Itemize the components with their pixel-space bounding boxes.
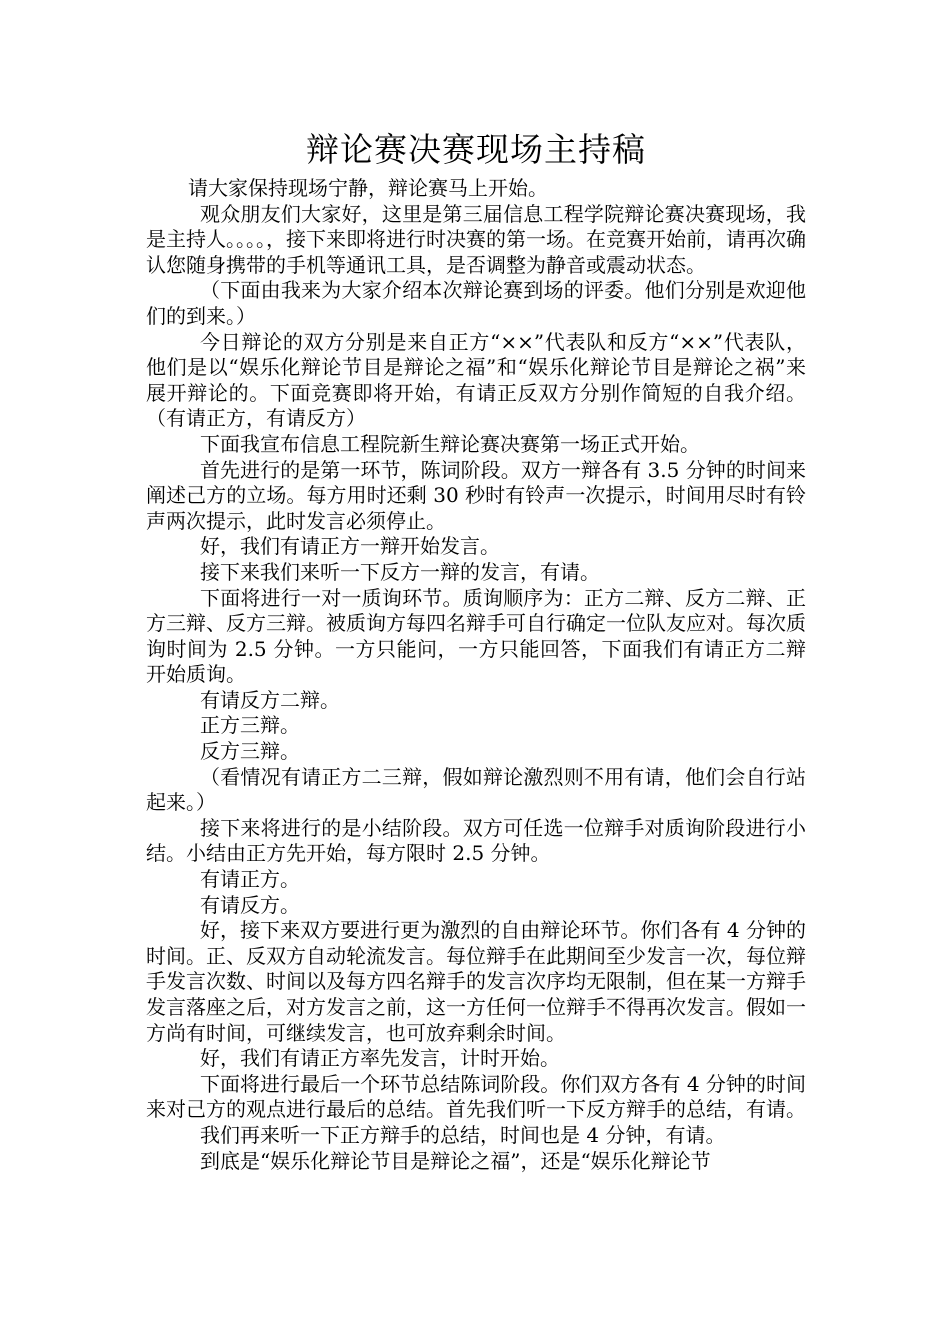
paragraph: 接下来将进行的是小结阶段。双方可任选一位辩手对质询阶段进行小结。小结由正方先开始，每方限时 2.5 分钟。	[146, 815, 806, 866]
paragraph: 首先进行的是第一环节，陈词阶段。双方一辩各有 3.5 分钟的时间来阐述己方的立场。每方用时还剩 30 秒时有铃声一次提示，时间用尽时有铃声两次提示，此时发言必须停止。	[146, 457, 806, 533]
paragraph: 观众朋友们大家好，这里是第三届信息工程学院辩论赛决赛现场，我是主持人。。。。，接下来即将进行时决赛的第一场。在竞赛开始前，请再次确认您随身携带的手机等通讯工具，是否调整为静音或震动状态。	[146, 201, 806, 277]
paragraph: 请大家保持现场宁静，辩论赛马上开始。	[188, 176, 548, 200]
paragraph: 到底是“娱乐化辩论节目是辩论之福”，还是“娱乐化辩论节	[200, 1148, 711, 1173]
document-page	[146, 128, 806, 1174]
paragraph: 接下来我们来听一下反方一辩的发言，有请。	[200, 559, 600, 584]
paragraph: 好，我们有请正方率先发言，计时开始。	[200, 1046, 560, 1071]
paragraph: 下面我宣布信息工程院新生辩论赛决赛第一场正式开始。	[200, 431, 700, 456]
paragraph: 有请反方二辩。	[200, 687, 340, 712]
document-title: 辩论赛决赛现场主持稿	[306, 130, 646, 169]
paragraph: 好，接下来双方要进行更为激烈的自由辩论环节。你们各有 4 分钟的时间。正、反双方自动轮流发言。每位辩手在此期间至少发言一次，每位辩手发言次数、时间以及每方四名辩手的发言次序均无限制，但在某一方辩手发言落座之后，对方发言之前，这一方任何一位辩手不得再次发言。假如一方尚有时间，可继续发言，也可放弃剩余时间。	[146, 918, 806, 1045]
paragraph: 反方三辩。	[200, 739, 300, 764]
paragraph: 下面将进行最后一个环节总结陈词阶段。你们双方各有 4 分钟的时间来对己方的观点进行最后的总结。首先我们听一下反方辩手的总结，有请。	[146, 1071, 806, 1122]
paragraph: 今日辩论的双方分别是来自正方“××”代表队和反方“××”代表队，他们是以“娱乐化辩论节目是辩论之福”和“娱乐化辩论节目是辩论之祸”来展开辩论的。下面竞赛即将开始，有请正反双方分别作简短的自我介绍。（有请正方，有请反方）	[146, 329, 806, 431]
paragraph: 正方三辩。	[200, 713, 300, 738]
paragraph: 我们再来听一下正方辩手的总结，时间也是 4 分钟，有请。	[200, 1122, 726, 1147]
paragraph: 好，我们有请正方一辩开始发言。	[200, 534, 500, 559]
paragraph: 下面将进行一对一质询环节。质询顺序为：正方二辩、反方二辩、正方三辩、反方三辩。被质询方每四名辩手可自行确定一位队友应对。每次质询时间为 2.5 分钟。一方只能问，一方只能回答，下面我们有请正方二辩开始质询。	[146, 585, 806, 687]
paragraph: （看情况有请正方二三辩，假如辩论激烈则不用有请，他们会自行站起来。）	[146, 764, 806, 815]
paragraph: 有请反方。	[200, 892, 300, 917]
paragraph: （下面由我来为大家介绍本次辩论赛到场的评委。他们分别是欢迎他们的到来。）	[146, 278, 806, 328]
paragraph: 有请正方。	[200, 867, 300, 892]
